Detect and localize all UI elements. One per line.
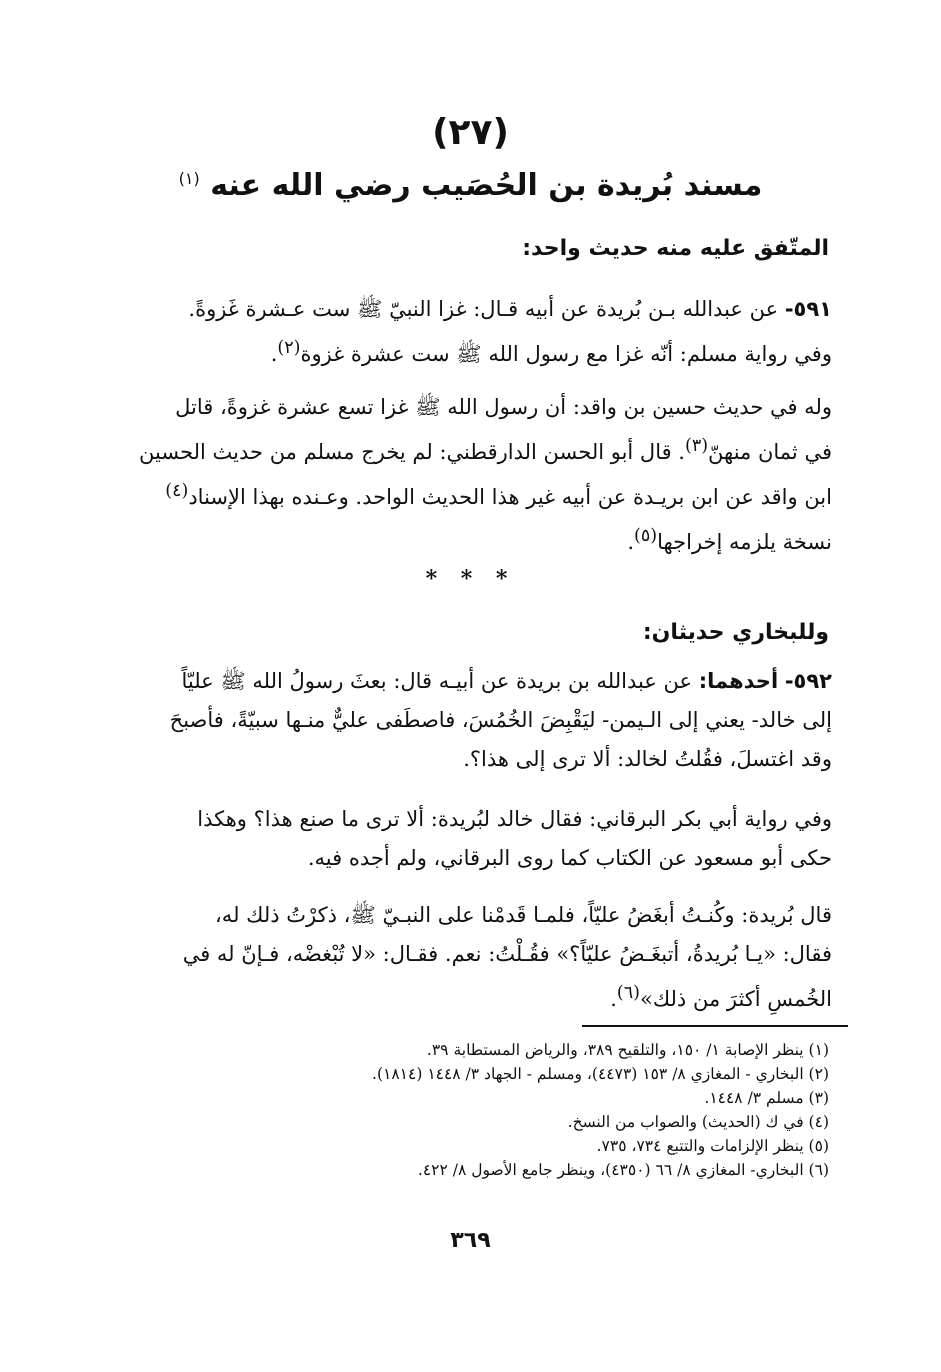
title-footnote-ref: (١) <box>178 169 200 188</box>
hadith-591-line-2 <box>105 329 832 374</box>
paragraph-husain <box>105 388 832 562</box>
footnote-3: (٣) مسلم ٣/ ١٤٤٨. <box>704 1089 829 1107</box>
text-line: فقال: «يـا بُريدةُ، أتبغَـضُ عليّاً؟» فقُـلْتُ: نعم. فقـال: «لا تُبْغضْه، فـإنّ له في <box>182 942 832 966</box>
footnote-2: (٢) البخاري - المغازي ٨/ ١٥٣ (٤٤٧٣)، ومسلم - الجهاد ٣/ ١٤٤٨ (١٨١٤). <box>372 1065 829 1083</box>
hadith-text: عن عبدالله بن بريدة عن أبيـه قال: بعثَ رسولُ الله ﷺ عليّاً <box>181 669 693 693</box>
text-line: حكى أبو مسعود عن الكتاب كما روى البرقاني، ولم أجده فيه. <box>307 846 832 870</box>
hadith-592-line-2: إلى خالد- يعني إلى الـيمن- ليَقْبِضَ الخُمُسَ، فاصطَفى عليٌّ منـها سبيّةً، فأصبحَ <box>169 708 832 732</box>
footnote-6: (٦) البخاري- المغازي ٨/ ٦٦ (٤٣٥٠)، وينظر جامع الأصول ٨/ ٤٢٢. <box>417 1161 829 1179</box>
page-number: ٣٦٩ <box>450 1228 491 1253</box>
hadith-592-line-3: وقد اغتسلَ، فقُلتُ لخالد: ألا ترى إلى هذا؟. <box>463 747 832 771</box>
text-span: في ثمان منهنّ <box>708 440 832 464</box>
footnote-ref: (٦) <box>616 983 640 1003</box>
footnotes <box>102 1038 829 1182</box>
footnote-ref: (٢) <box>277 338 301 358</box>
text-span: . قال أبو الحسن الدارقطني: لم يخرج مسلم من حديث الحسين <box>139 440 685 464</box>
chapter-title <box>0 168 941 203</box>
text-line: وفي رواية أبي بكر البرقاني: فقال خالد لبُريدة: ألا ترى ما صنع هذا؟ وهكذا <box>197 807 832 831</box>
footnote-ref: (٣) <box>684 436 709 456</box>
hadith-number: ٥٩٢- <box>784 669 832 693</box>
text-line: قال بُريدة: وكُنـتُ أبغَضُ عليّاً، فلمـا قَدمْنا على النبـيّ ﷺ، ذكرْتُ ذلك له، <box>215 903 832 927</box>
hadith-591 <box>105 290 832 374</box>
footnote-4: (٤) في ك (الحديث) والصواب من النسخ. <box>567 1113 829 1131</box>
footnote-ref: (٥) <box>634 526 658 546</box>
chapter-number: (٢٧) <box>432 112 509 153</box>
hadith-592 <box>105 662 832 779</box>
punctuation: . <box>610 987 617 1011</box>
text-span: ابن واقد عن ابن بريـدة عن أبيه غير هذا الحديث الواحد. وعـنده بهذا الإسناد <box>188 485 832 509</box>
section-separator: * * * <box>425 566 516 592</box>
text-line <box>105 427 832 472</box>
footnote-5: (٥) ينظر الإلزامات والتتبع ٧٣٤، ٧٣٥. <box>596 1137 829 1155</box>
text-line: وله في حديث حسين بن واقد: أن رسول الله ﷺ غزا تسع عشرة غزوةً، قاتل <box>175 395 832 419</box>
paragraph-barqani <box>105 800 832 878</box>
hadith-text: عن عبدالله بـن بُريدة عن أبيه قـال: غزا النبيّ ﷺ ست عـشرة غَزوةً. <box>188 297 779 321</box>
hadith-lead: أحدهما: <box>698 669 779 693</box>
footnote-ref: (٤) <box>165 481 189 501</box>
hadith-592-line-1 <box>105 662 832 701</box>
text-span: الخُمسِ أكثرَ من ذلك» <box>639 987 832 1011</box>
text-line <box>105 472 832 517</box>
title-text: مسند بُريدة بن الحُصَيب رضي الله عنه <box>210 168 763 203</box>
footnote-divider <box>582 1025 848 1027</box>
hadith-number: ٥٩١- <box>784 297 832 321</box>
hadith-591-line-1 <box>105 290 832 329</box>
text-span: نسخة يلزمه إخراجها <box>657 530 832 554</box>
heading-bukhari: وللبخاري حديثان: <box>642 620 829 645</box>
hadith-text: وفي رواية مسلم: أنّه غزا مع رسول الله ﷺ ست عشرة غزوة <box>300 342 832 366</box>
heading-agreed: المتّفق عليه منه حديث واحد: <box>522 236 829 261</box>
punctuation: . <box>627 530 634 554</box>
paragraph-buraida <box>105 896 832 1019</box>
text-line <box>105 517 832 562</box>
text-line <box>105 974 832 1019</box>
footnote-1: (١) ينظر الإصابة ١/ ١٥٠، والتلقيح ٣٨٩، والرياض المستطابة ٣٩. <box>426 1041 829 1059</box>
punctuation: . <box>270 342 278 366</box>
